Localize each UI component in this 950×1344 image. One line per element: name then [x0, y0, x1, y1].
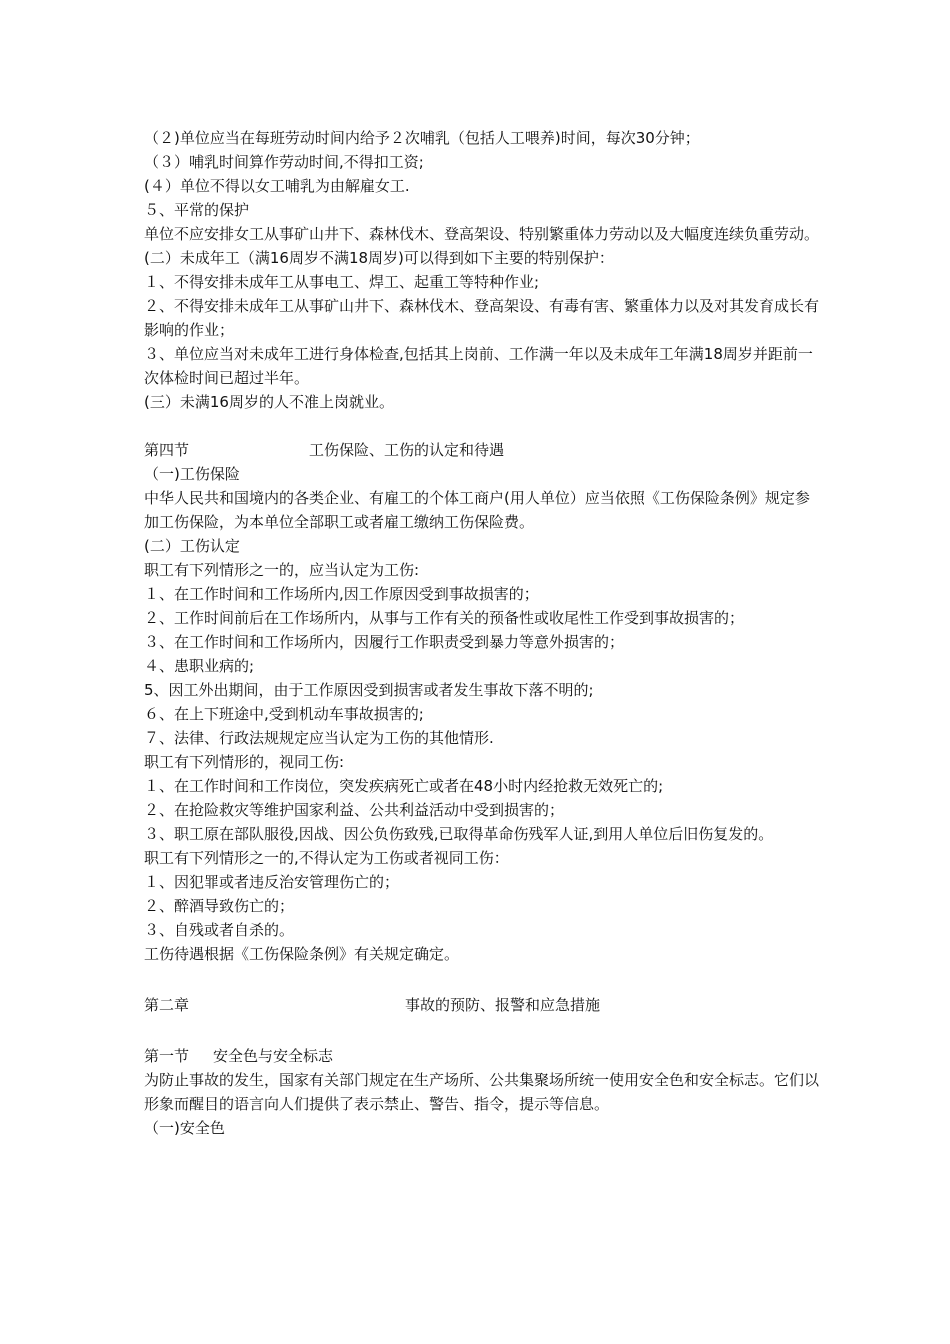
chapter-heading: [144, 993, 820, 1017]
paragraph: 职工有下列情形之一的,不得认定为工伤或者视同工伤：: [144, 849, 509, 867]
paragraph: １、在工作时间和工作岗位，突发疾病死亡或者在48小时内经抢救无效死亡的;: [144, 777, 664, 795]
section-heading: [144, 438, 820, 462]
paragraph: ４、患职业病的;: [144, 657, 255, 675]
paragraph: １、不得安排未成年工从事电工、焊工、起重工等特种作业;: [144, 273, 540, 291]
paragraph: 为防止事故的发生，国家有关部门规定在生产场所、公共集聚场所统一使用安全色和安全标志。它们以形象而醒目的语言向人们提供了表示禁止、警告、指令，提示等信息。: [144, 1071, 820, 1113]
heading-title: 安全色与安全标志: [213, 1047, 334, 1065]
document-body: [144, 126, 820, 1140]
section-heading: [144, 1044, 820, 1068]
heading-title: 工伤保险、工伤的认定和待遇: [309, 441, 505, 459]
heading-number: 第一节: [144, 1047, 190, 1065]
paragraph: １、因犯罪或者违反治安管理伤亡的；: [144, 873, 400, 891]
paragraph: ２、工作时间前后在工作场所内，从事与工作有关的预备性或收尾性工作受到事故损害的；: [144, 609, 745, 627]
paragraph: (４）单位不得以女工哺乳为由解雇女工.: [144, 177, 410, 195]
paragraph: 工伤待遇根据《工伤保险条例》有关规定确定。: [144, 945, 460, 963]
paragraph: １、在工作时间和工作场所内,因工作原因受到事故损害的；: [144, 585, 539, 603]
blank-line: [144, 966, 820, 993]
paragraph: ３、在工作时间和工作场所内，因履行工作职责受到暴力等意外损害的；: [144, 633, 625, 651]
heading-number: 第四节: [144, 441, 190, 459]
paragraph: 5、因工外出期间，由于工作原因受到损害或者发生事故下落不明的;: [144, 681, 594, 699]
paragraph: (二）未成年工（满16周岁不满18周岁)可以得到如下主要的特别保护：: [144, 249, 614, 267]
paragraph: （３）哺乳时间算作劳动时间,不得扣工资;: [144, 153, 424, 171]
paragraph: ３、职工原在部队服役,因战、因公负伤致残,已取得革命伤残军人证,到用人单位后旧伤复发的。: [144, 825, 774, 843]
paragraph: 职工有下列情形的，视同工伤:: [144, 753, 345, 771]
paragraph: ２、在抢险救灾等维护国家利益、公共利益活动中受到损害的；: [144, 801, 565, 819]
blank-line: [144, 1017, 820, 1044]
paragraph: ６、在上下班途中,受到机动车事故损害的;: [144, 705, 424, 723]
paragraph: ２、不得安排未成年工从事矿山井下、森林伐木、登高架设、有毒有害、繁重体力以及对其发育成长有影响的作业；: [144, 297, 820, 339]
paragraph: （一)工伤保险: [144, 465, 240, 483]
paragraph: ５、平常的保护: [144, 201, 250, 219]
paragraph: 中华人民共和国境内的各类企业、有雇工的个体工商户(用人单位）应当依照《工伤保险条例》规定参加工伤保险，为本单位全部职工或者雇工缴纳工伤保险费。: [144, 489, 810, 531]
paragraph: ７、法律、行政法规规定应当认定为工伤的其他情形.: [144, 729, 494, 747]
paragraph: (二）工伤认定: [144, 537, 240, 555]
paragraph: (三）未满16周岁的人不准上岗就业。: [144, 393, 394, 411]
paragraph: （２)单位应当在每班劳动时间内给予２次哺乳（包括人工喂养)时间，每次30分钟；: [144, 129, 700, 147]
blank-line: [144, 414, 820, 438]
paragraph: （一)安全色: [144, 1119, 225, 1137]
paragraph: ３、单位应当对未成年工进行身体检查,包括其上岗前、工作满一年以及未成年工年满18周岁并距前一次体检时间已超过半年。: [144, 345, 813, 387]
paragraph: 职工有下列情形之一的，应当认定为工伤:: [144, 561, 420, 579]
paragraph: ３、自残或者自杀的。: [144, 921, 295, 939]
paragraph: 单位不应安排女工从事矿山井下、森林伐木、登高架设、特别繁重体力劳动以及大幅度连续负重劳动。: [144, 225, 820, 243]
heading-number: 第二章: [144, 996, 190, 1014]
heading-title: 事故的预防、报警和应急措施: [405, 996, 601, 1014]
paragraph: ２、醉酒导致伤亡的；: [144, 897, 295, 915]
